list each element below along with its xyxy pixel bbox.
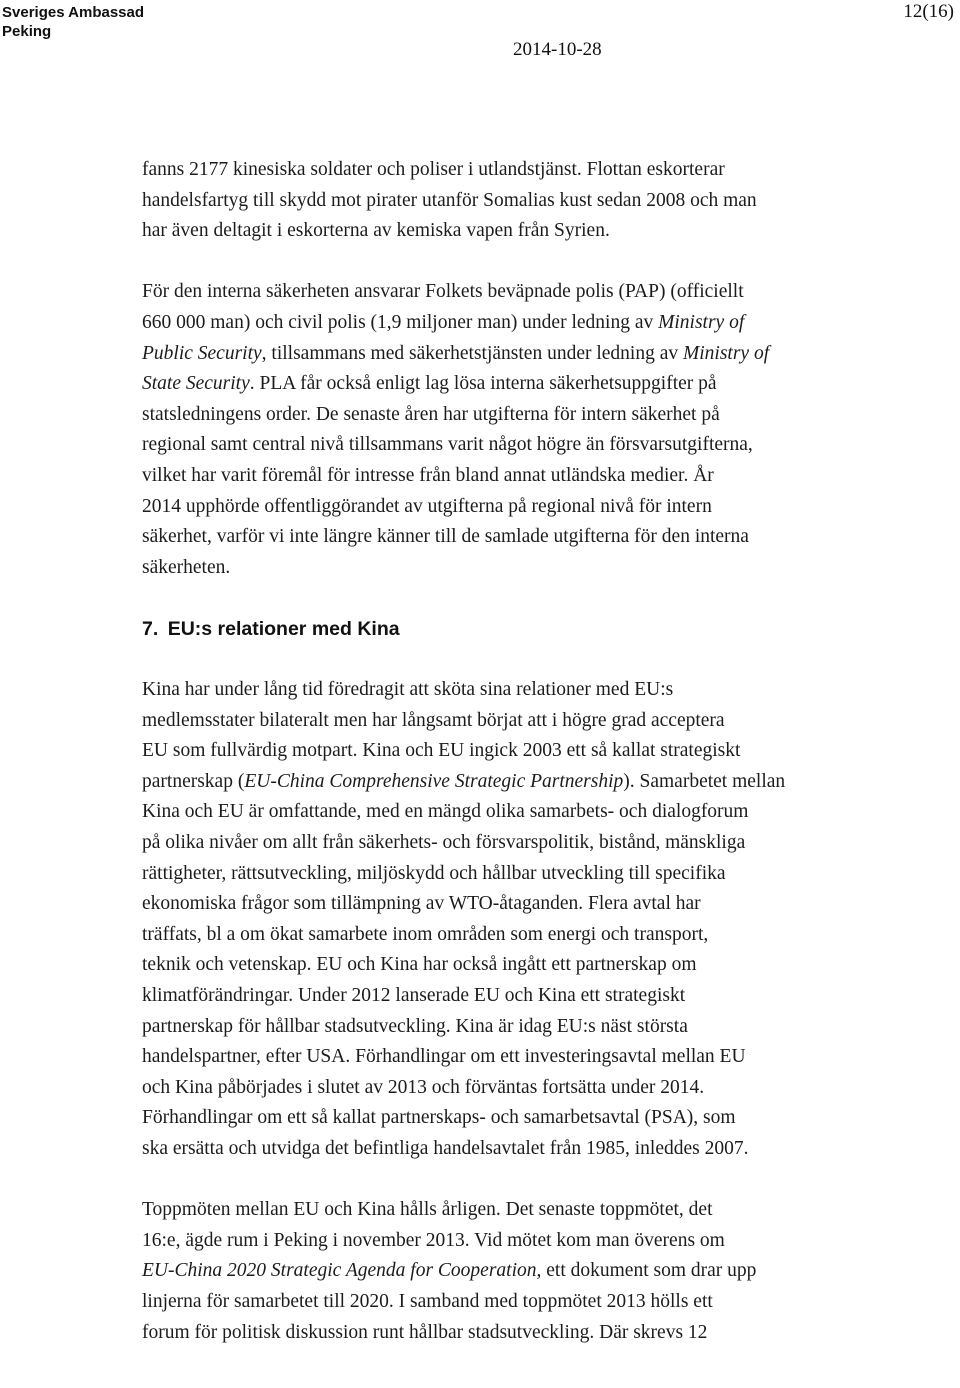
text-line: EU som fullvärdig motpart. Kina och EU ingick 2003 ett så kallat strategiskt bbox=[142, 740, 741, 762]
text-line: linjerna för samarbetet till 2020. I samband med toppmötet 2013 hölls ett bbox=[142, 1290, 713, 1312]
text-line bbox=[142, 339, 862, 370]
text-line: handelsfartyg till skydd mot pirater utanför Somalias kust sedan 2008 och man bbox=[142, 189, 757, 211]
text-line: fanns 2177 kinesiska soldater och poliser i utlandstjänst. Flottan eskorterar bbox=[142, 159, 725, 180]
text-run: partnerskap ( bbox=[142, 770, 245, 792]
paragraph-summits bbox=[142, 1195, 862, 1348]
text-line: Förhandlingar om ett så kallat partnerskaps- och samarbetsavtal (PSA), som bbox=[142, 1107, 736, 1129]
text-run: . PLA får också enligt lag lösa interna säkerhetsuppgifter på bbox=[249, 373, 717, 395]
italic-term: EU-China Comprehensive Strategic Partnership bbox=[244, 770, 624, 792]
text-line: träffats, bl a om ökat samarbete inom områden som energi och transport, bbox=[142, 923, 709, 945]
embassy-name bbox=[2, 3, 144, 41]
paragraph-military-abroad bbox=[142, 155, 862, 247]
text-line: klimatförändringar. Under 2012 lanserade EU och Kina ett strategiskt bbox=[142, 985, 686, 1007]
document-date: 2014-10-28 bbox=[513, 39, 602, 60]
document-body bbox=[142, 155, 862, 1348]
text-run: 660 000 man) och civil polis (1,9 miljoner man) under ledning av bbox=[142, 311, 659, 333]
text-line: teknik och vetenskap. EU och Kina har också ingått ett partnerskap om bbox=[142, 954, 697, 976]
italic-term: Ministry of bbox=[658, 311, 745, 333]
page-header bbox=[0, 0, 960, 70]
text-line: ska ersätta och utvidga det befintliga handelsavtalet från 1985, inleddes 2007. bbox=[142, 1138, 749, 1159]
text-line: säkerheten. bbox=[142, 556, 231, 578]
text-line: medlemsstater bilateralt men har långsamt börjat att i högre grad acceptera bbox=[142, 709, 725, 731]
text-line: rättigheter, rättsutveckling, miljöskydd och hållbar utveckling till specifika bbox=[142, 862, 726, 884]
italic-term: Ministry of bbox=[683, 342, 770, 364]
section-title: EU:s relationer med Kina bbox=[167, 617, 400, 640]
text-run: ett dokument som drar upp bbox=[541, 1260, 757, 1282]
embassy-name-line2: Peking bbox=[2, 23, 52, 40]
text-line: Kina har under lång tid föredragit att sköta sina relationer med EU:s bbox=[142, 679, 674, 701]
text-line: För den interna säkerheten ansvarar Folkets beväpnade polis (PAP) (officiellt bbox=[142, 281, 744, 303]
text-line: vilket har varit föremål för intresse från bland annat utländska medier. År bbox=[142, 464, 714, 486]
paragraph-eu-relations bbox=[142, 675, 862, 1165]
text-line: Toppmöten mellan EU och Kina hålls årligen. Det senaste toppmötet, det bbox=[142, 1199, 713, 1221]
section-number: 7. bbox=[142, 617, 159, 640]
text-line: regional samt central nivå tillsammans varit något högre än försvarsutgifterna, bbox=[142, 434, 753, 456]
text-line bbox=[142, 308, 862, 339]
section-heading bbox=[142, 614, 862, 645]
text-line: 2014 upphörde offentliggörandet av utgifterna på regional nivå för intern bbox=[142, 495, 712, 517]
italic-term: EU-China 2020 Strategic Agenda for Cooperation, bbox=[142, 1260, 542, 1282]
paragraph-internal-security bbox=[142, 277, 862, 583]
text-line: på olika nivåer om allt från säkerhets- och försvarspolitik, bistånd, mänskliga bbox=[142, 832, 746, 854]
page-number: 12(16) bbox=[903, 1, 954, 22]
text-line: 16:e, ägde rum i Peking i november 2013. Vid mötet kom man överens om bbox=[142, 1229, 725, 1251]
text-line: har även deltagit i eskorterna av kemiska vapen från Syrien. bbox=[142, 220, 610, 242]
embassy-name-line1: Sveriges Ambassad bbox=[2, 4, 145, 21]
text-line: Kina och EU är omfattande, med en mängd olika samarbets- och dialogforum bbox=[142, 801, 749, 823]
text-run: , tillsammans med säkerhetstjänsten under ledning av bbox=[261, 342, 683, 364]
text-line bbox=[142, 1256, 862, 1287]
text-line: säkerhet, varför vi inte längre känner till de samlade utgifterna för den interna bbox=[142, 526, 749, 548]
italic-term: State Security bbox=[142, 373, 250, 395]
text-line bbox=[142, 369, 862, 400]
text-line: handelspartner, efter USA. Förhandlingar om ett investeringsavtal mellan EU bbox=[142, 1046, 746, 1068]
text-line: och Kina påbörjades i slutet av 2013 och förväntas fortsätta under 2014. bbox=[142, 1076, 705, 1098]
text-line: forum för politisk diskussion runt hållbar stadsutveckling. Där skrevs 12 bbox=[142, 1321, 708, 1343]
text-line: statsledningens order. De senaste åren har utgifterna för intern säkerhet på bbox=[142, 403, 720, 425]
text-line: ekonomiska frågor som tillämpning av WTO-åtaganden. Flera avtal har bbox=[142, 893, 701, 915]
text-run: ). Samarbetet mellan bbox=[623, 770, 786, 792]
text-line bbox=[142, 767, 862, 798]
italic-term: Public Security bbox=[142, 342, 262, 364]
text-line: partnerskap för hållbar stadsutveckling. Kina är idag EU:s näst största bbox=[142, 1015, 688, 1037]
